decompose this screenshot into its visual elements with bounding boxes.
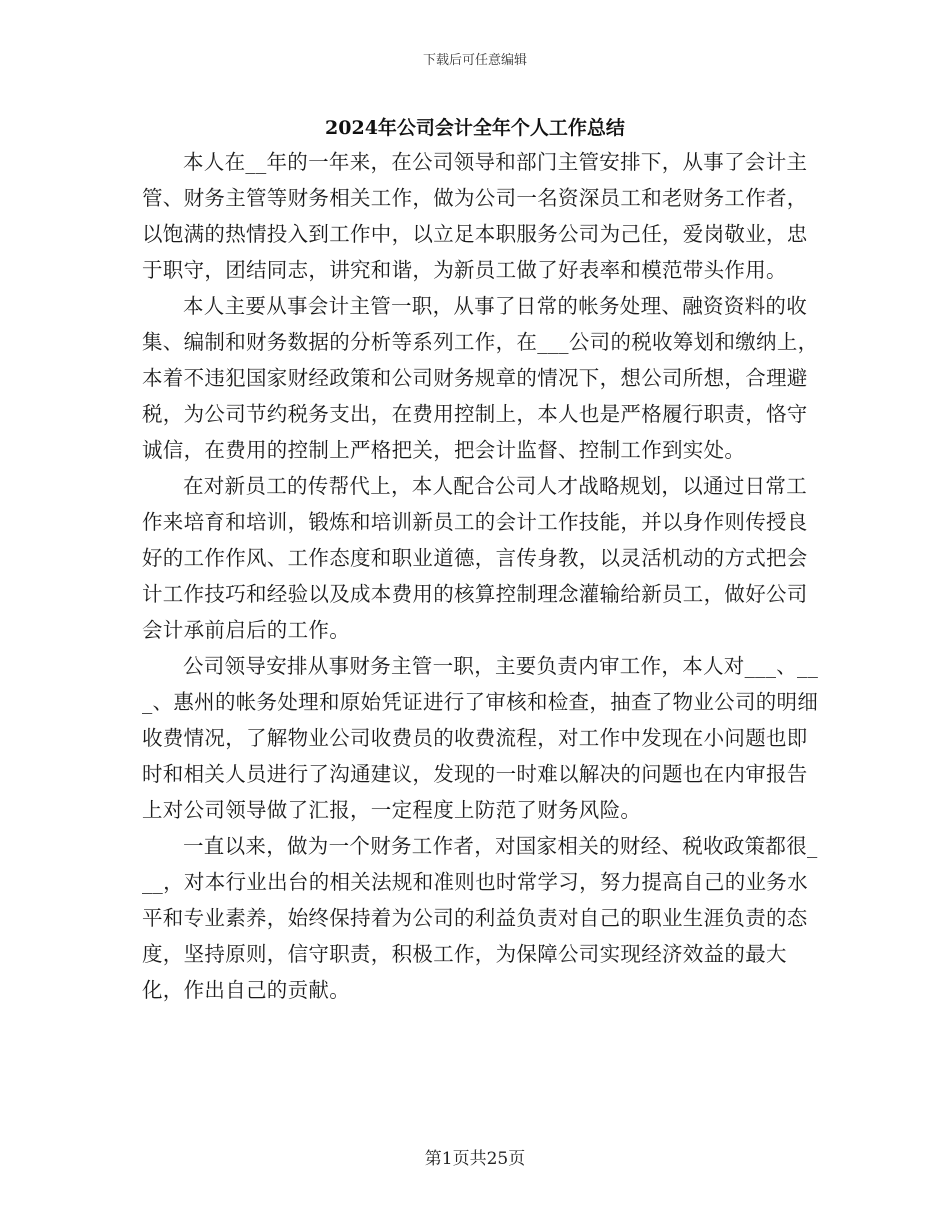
paragraph-accounting-duties: 本人主要从事会计主管一职，从事了日常的帐务处理、融资资料的收集、编制和财务数据的分析等系列工作，在___公司的税收筹划和缴纳上，本着不违犯国家财经政策和公司财务规章的情况下，想公司所想，合理避税，为公司节约税务支出，在费用控制上，本人也是严格履行职责，恪守诚信，在费用的控制上严格把关，把会计监督、控制工作到实处。 <box>142 294 819 462</box>
paragraph-mentoring: 在对新员工的传帮代上，本人配合公司人才战略规划，以通过日常工作来培育和培训，锻炼和培训新员工的会计工作技能，并以身作则传授良好的工作作风、工作态度和职业道德，言传身教，以灵活机动的方式把会计工作技巧和经验以及成本费用的核算控制理念灌输给新员工，做好公司会计承前启后的工作。 <box>142 474 808 642</box>
document-body <box>142 144 822 1008</box>
document-title: 2024年公司会计全年个人工作总结 <box>325 117 625 139</box>
paragraph-intro: 本人在__年的一年来，在公司领导和部门主管安排下，从事了会计主管、财务主管等财务相关工作，做为公司一名资深员工和老财务工作者，以饱满的热情投入到工作中，以立足本职服务公司为己任，爱岗敬业，忠于职守，团结同志，讲究和谐，为新员工做了好表率和模范带头作用。 <box>142 150 808 282</box>
page-number: 第1页共25页 <box>424 1149 526 1169</box>
paragraph-internal-audit: 公司领导安排从事财务主管一职，主要负责内审工作，本人对___、___、惠州的帐务处理和原始凭证进行了审核和检查，抽查了物业公司的明细收费情况，了解物业公司收费员的收费流程，对工作中发现在小问题也即时和相关人员进行了沟通建议，发现的一时难以解决的问题也在内审报告上对公司领导做了汇报，一定程度上防范了财务风险。 <box>142 654 819 822</box>
page-header-note: 下载后可任意编辑 <box>422 53 527 68</box>
paragraph-professional-study: 一直以来，做为一个财务工作者，对国家相关的财经、税收政策都很___，对本行业出台的相关法规和准则也时常学习，努力提高自己的业务水平和专业素养，始终保持着为公司的利益负责对自己的职业生涯负责的态度，坚持原则，信守职责，积极工作，为保障公司实现经济效益的最大化，作出自己的贡献。 <box>142 834 818 1002</box>
